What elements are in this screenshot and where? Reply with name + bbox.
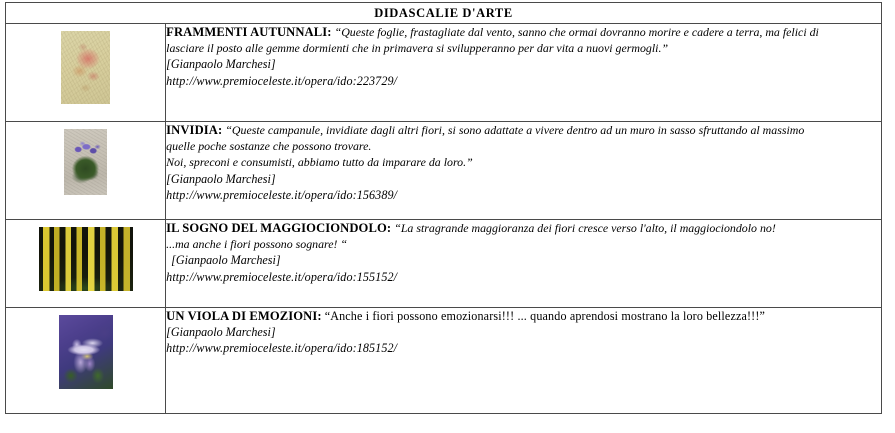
entry-quote-line: “Queste foglie, frastagliate dal vento, sanno che ormai dovranno morire e cadere a terra, ma felici di: [334, 25, 819, 39]
didascalie-table: [5, 2, 882, 414]
caption-line: [166, 220, 881, 236]
caption-line: [166, 308, 881, 324]
table-row: [6, 308, 882, 414]
entry-title: INVIDIA: [166, 123, 218, 137]
entry-title-separator: :: [327, 25, 332, 39]
entry-text-cell: [166, 122, 882, 220]
entry-author: [Gianpaolo Marchesi]: [166, 171, 276, 186]
table-row: [6, 220, 882, 308]
entry-text-cell: [166, 308, 882, 414]
entry-title-separator: :: [217, 123, 223, 137]
table-row: [6, 24, 882, 122]
table-row: [6, 122, 882, 220]
entry-image-cell: [6, 122, 166, 220]
entry-image-cell: [6, 308, 166, 414]
entry-url[interactable]: http://www.premioceleste.it/opera/ido:223729/: [166, 73, 398, 88]
entry-url[interactable]: http://www.premioceleste.it/opera/ido:185152/: [166, 341, 398, 356]
table-title: DIDASCALIE D'ARTE: [6, 3, 882, 24]
entry-url[interactable]: http://www.premioceleste.it/opera/ido:156389/: [166, 187, 398, 202]
caption-line: [166, 122, 881, 138]
entry-title: UN VIOLA DI EMOZIONI: [166, 309, 318, 323]
entry-quote-line: “La stragrande maggioranza dei fiori cresce verso l'alto, il maggiociondolo no!: [394, 221, 776, 235]
entry-author: [Gianpaolo Marchesi]: [171, 253, 281, 268]
entry-text-cell: [166, 220, 882, 308]
entry-title-separator: :: [317, 309, 322, 323]
artwork-thumbnail-campanula[interactable]: [64, 129, 107, 195]
entry-title: FRAMMENTI AUTUNNALI: [166, 25, 328, 39]
artwork-thumbnail-laburnum[interactable]: [39, 227, 133, 291]
entry-quote-line: lasciare il posto alle gemme dormienti che in primavera si svilupperanno per dar vita a nuovi germogli.”: [166, 41, 669, 56]
entry-image-cell: [6, 220, 166, 308]
entry-image-cell: [6, 24, 166, 122]
entry-title-separator: :: [386, 221, 392, 235]
entry-quote-line: “Queste campanule, invidiate dagli altri fiori, si sono adattate a vivere dentro ad un muro in sasso sfruttando al massimo: [225, 123, 805, 137]
entry-quote-line: “Anche i fiori possono emozionarsi!!! ... quando aprendosi mostrano la loro bellezza!!!”: [324, 309, 766, 323]
table-header-row: [6, 3, 882, 24]
entry-quote-line: Noi, spreconi e consumisti, abbiamo tutto da imparare da loro.”: [166, 155, 473, 170]
artwork-thumbnail-autumn-fragments[interactable]: [61, 31, 110, 104]
entry-author: [Gianpaolo Marchesi]: [166, 57, 276, 72]
entry-text-cell: [166, 24, 882, 122]
entry-quote-line: ...ma anche i fiori possono sognare! “: [166, 237, 348, 252]
artwork-thumbnail-iris[interactable]: [59, 315, 113, 389]
caption-line: [166, 24, 881, 40]
entry-url[interactable]: http://www.premioceleste.it/opera/ido:155152/: [166, 269, 398, 284]
entry-quote-line: quelle poche sostanze che possono trovare.: [166, 139, 372, 154]
entry-title: IL SOGNO DEL MAGGIOCIONDOLO: [166, 221, 387, 235]
entry-author: [Gianpaolo Marchesi]: [166, 325, 276, 340]
